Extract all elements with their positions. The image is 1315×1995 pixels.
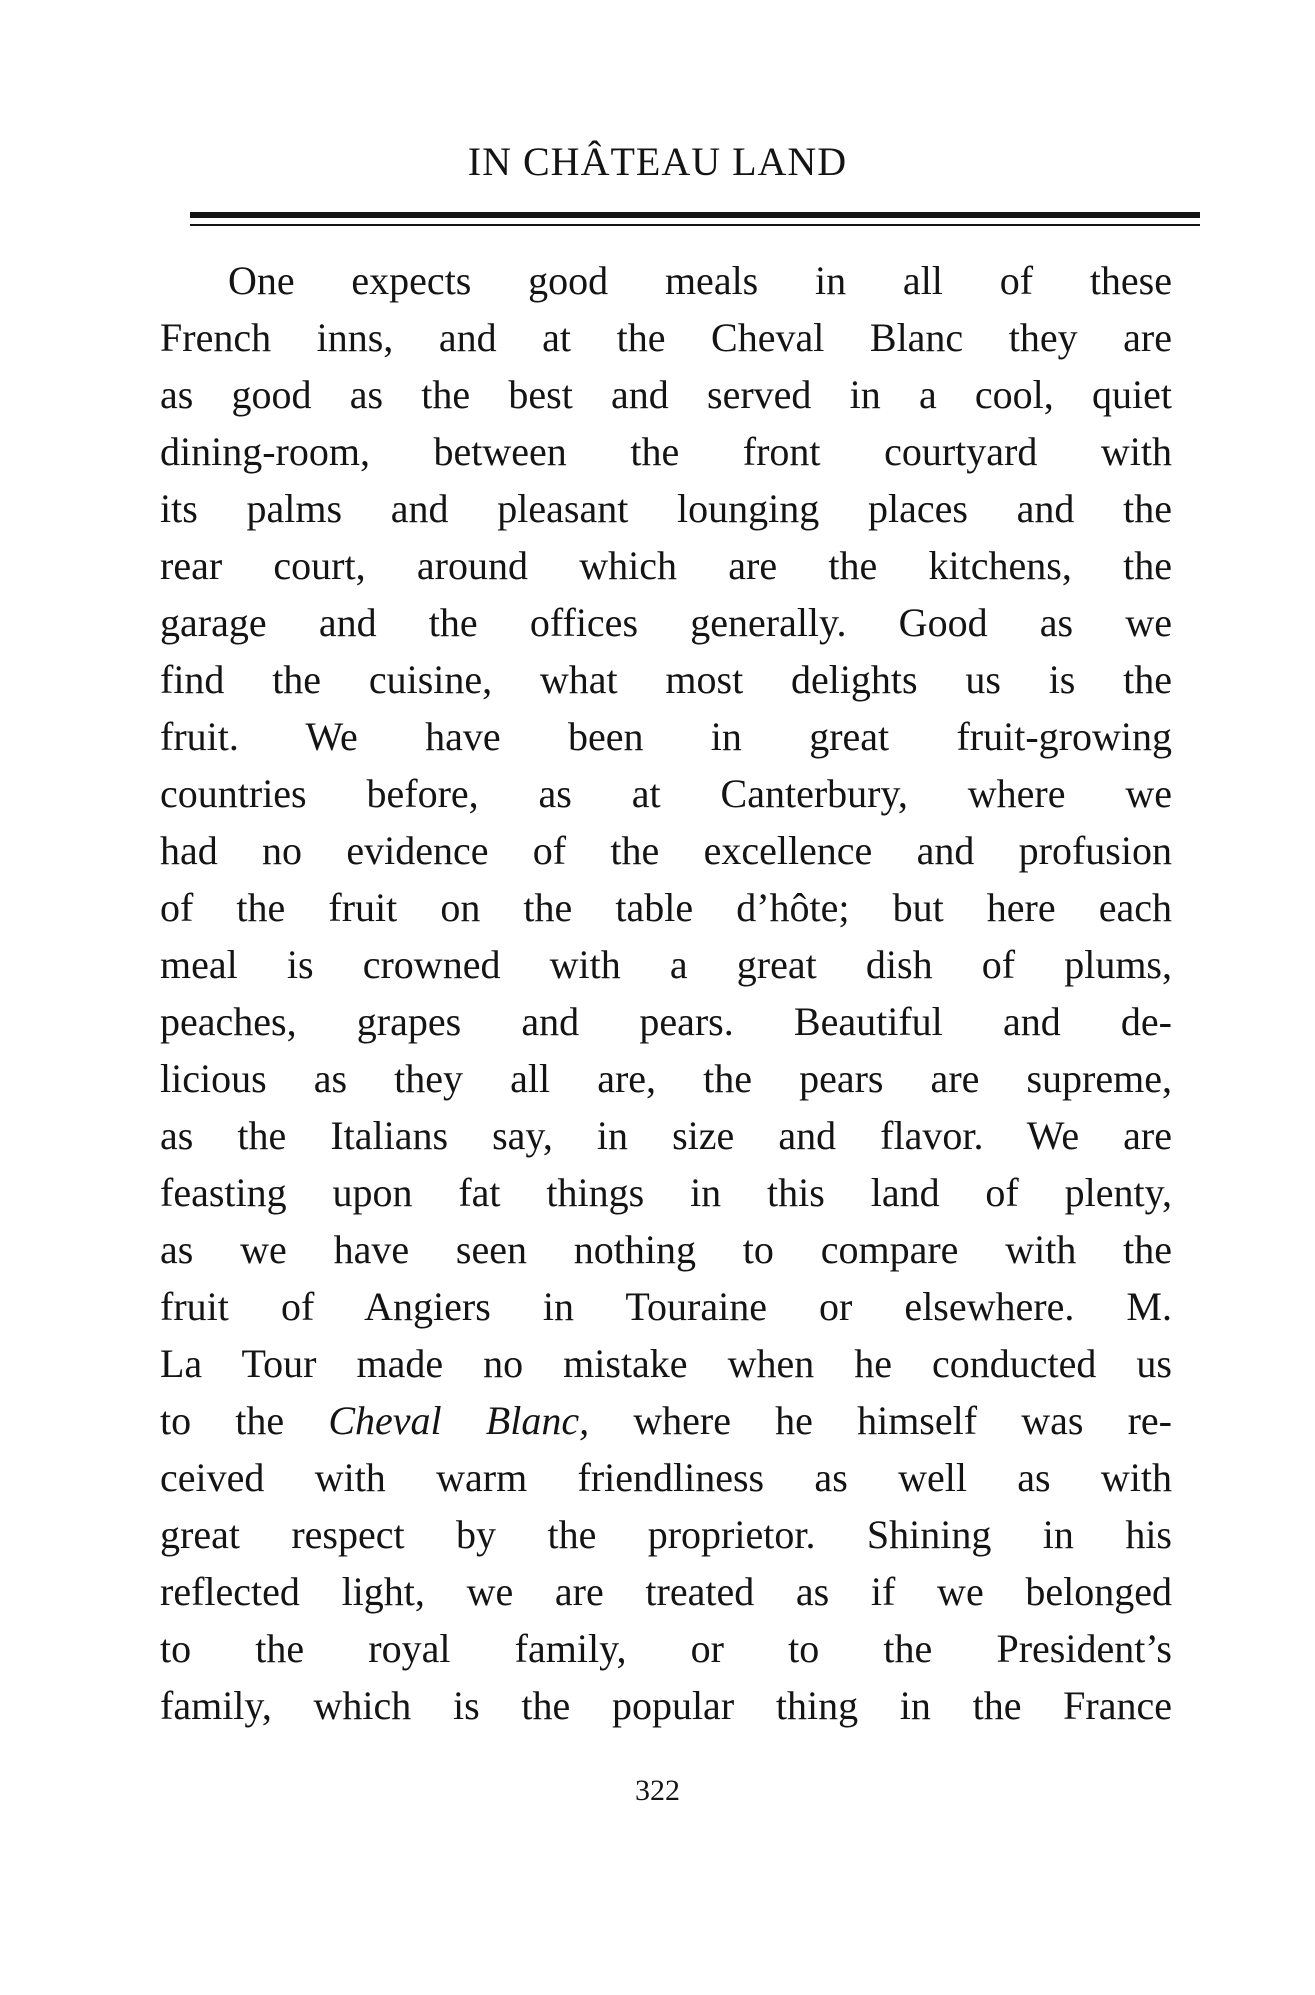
- text-line: its palms and pleasant lounging places and the: [160, 486, 1172, 531]
- text-line: countries before, as at Canterbury, where we: [160, 771, 1172, 816]
- text-line: had no evidence of the excellence and profusion: [160, 828, 1172, 873]
- text-line: as we have seen nothing to compare with the: [160, 1227, 1172, 1272]
- text-line: rear court, around which are the kitchens, the: [160, 543, 1172, 588]
- text-line: ceived with warm friendliness as well as with: [160, 1455, 1172, 1500]
- text-line: family, which is the popular thing in the France: [160, 1683, 1172, 1728]
- text-line: garage and the offices generally. Good as we: [160, 600, 1172, 645]
- text-line: as the Italians say, in size and flavor. We are: [160, 1113, 1172, 1158]
- text-line: La Tour made no mistake when he conducted us: [160, 1341, 1172, 1386]
- text-line: fruit of Angiers in Touraine or elsewhere. M.: [160, 1284, 1172, 1329]
- body-text: [160, 252, 1172, 1734]
- italic-text: Cheval Blanc,: [328, 1398, 590, 1443]
- text-line: peaches, grapes and pears. Beautiful and de-: [160, 999, 1172, 1044]
- text-line: to the royal family, or to the President’s: [160, 1626, 1172, 1671]
- text-line: feasting upon fat things in this land of plenty,: [160, 1170, 1172, 1215]
- page-number: 322: [635, 1774, 680, 1807]
- running-head: IN CHÂTEAU LAND: [467, 139, 848, 184]
- header-rule-thick: [190, 212, 1200, 218]
- text-line: licious as they all are, the pears are supreme,: [160, 1056, 1172, 1101]
- text-segment: where he himself was re-: [589, 1398, 1172, 1443]
- text-line: meal is crowned with a great dish of plums,: [160, 942, 1172, 987]
- text-line: of the fruit on the table d’hôte; but here each: [160, 885, 1172, 930]
- text-line: dining-room, between the front courtyard with: [160, 429, 1172, 474]
- text-line: as good as the best and served in a cool, quiet: [160, 372, 1172, 417]
- header-rule-thin: [190, 224, 1200, 226]
- text-line: French inns, and at the Cheval Blanc they are: [160, 315, 1172, 360]
- text-line: fruit. We have been in great fruit-growing: [160, 714, 1172, 759]
- text-segment: to the: [160, 1398, 329, 1443]
- text-line: One expects good meals in all of these: [228, 258, 1172, 303]
- text-line: find the cuisine, what most delights us is the: [160, 657, 1172, 702]
- text-line: [160, 1392, 1172, 1449]
- text-line: reflected light, we are treated as if we belonged: [160, 1569, 1172, 1614]
- text-line: great respect by the proprietor. Shining in his: [160, 1512, 1172, 1557]
